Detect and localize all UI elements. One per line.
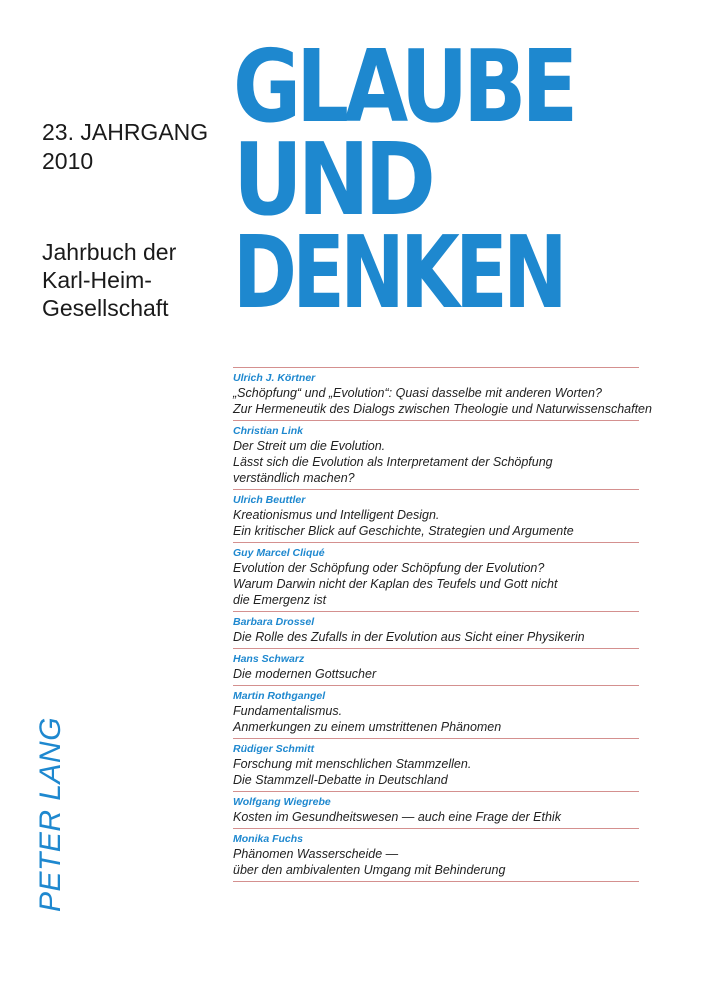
toc-author: Ulrich Beuttler	[233, 494, 306, 506]
toc-title-line: Die modernen Gottsucher	[233, 667, 377, 681]
toc-author: Monika Fuchs	[233, 833, 304, 845]
subtitle-line-1: Jahrbuch der	[42, 239, 177, 265]
toc-title-line: Die Stammzell-Debatte in Deutschland	[233, 773, 448, 787]
toc-entry	[233, 828, 639, 882]
volume-label: 23. JAHRGANG	[42, 119, 209, 145]
toc-entry	[233, 685, 639, 738]
toc-title-line: Fundamentalismus.	[233, 704, 343, 718]
toc-author: Rüdiger Schmitt	[233, 743, 315, 755]
toc-entry	[233, 738, 639, 791]
toc-entry	[233, 542, 639, 611]
toc-entry	[233, 611, 639, 648]
toc-author: Ulrich J. Körtner	[233, 372, 316, 384]
toc-title-line: Die Rolle des Zufalls in der Evolution aus Sicht einer Physikerin	[233, 630, 585, 644]
toc-title-line: Ein kritischer Blick auf Geschichte, Strategien und Argumente	[233, 524, 574, 538]
toc-title-line: Kosten im Gesundheitswesen — auch eine Frage der Ethik	[233, 810, 561, 824]
toc-title-line: Phänomen Wasserscheide —	[233, 847, 399, 861]
toc-title-line: über den ambivalenten Umgang mit Behinderung	[233, 863, 506, 877]
book-title	[233, 28, 653, 331]
toc-entry	[233, 791, 639, 828]
toc-entry	[233, 648, 639, 685]
series-subtitle	[42, 238, 176, 322]
toc-author: Wolfgang Wiegrebe	[233, 796, 331, 808]
toc-title-line: Warum Darwin nicht der Kaplan des Teufels und Gott nicht	[233, 577, 558, 591]
toc-title-line: verständlich machen?	[233, 471, 355, 485]
toc-title-line: Forschung mit menschlichen Stammzellen.	[233, 757, 472, 771]
toc-title-line: Der Streit um die Evolution.	[233, 439, 386, 453]
toc-title-line: Anmerkungen zu einem umstrittenen Phänomen	[233, 720, 502, 734]
year-label: 2010	[42, 148, 94, 174]
title-line-3: DENKEN	[233, 214, 563, 331]
toc-title-line: die Emergenz ist	[233, 593, 327, 607]
toc-title-line: Zur Hermeneutik des Dialogs zwischen Theologie und Naturwissenschaften	[233, 402, 652, 416]
toc-entry	[233, 420, 639, 489]
publisher-logo: PETER LANG	[34, 716, 67, 912]
toc-author: Christian Link	[233, 425, 304, 437]
toc-entry	[233, 489, 639, 542]
toc-title-line: Lässt sich die Evolution als Interpretament der Schöpfung	[233, 455, 553, 469]
toc-author: Hans Schwarz	[233, 653, 305, 665]
volume-info	[42, 118, 208, 176]
toc-author: Martin Rothgangel	[233, 690, 326, 702]
title-line-2: UND	[233, 121, 431, 238]
toc-title-line: Kreationismus und Intelligent Design.	[233, 508, 440, 522]
toc-title-line: Evolution der Schöpfung oder Schöpfung der Evolution?	[233, 561, 545, 575]
title-line-1: GLAUBE	[233, 28, 574, 145]
toc-entry	[233, 367, 652, 420]
toc-author: Guy Marcel Cliqué	[233, 547, 325, 559]
toc-title-line: „Schöpfung“ und „Evolution“: Quasi dasselbe mit anderen Worten?	[233, 386, 602, 400]
subtitle-line-2: Karl-Heim-	[42, 267, 152, 293]
toc-author: Barbara Drossel	[233, 616, 315, 628]
table-of-contents	[233, 367, 652, 882]
subtitle-line-3: Gesellschaft	[42, 295, 169, 321]
